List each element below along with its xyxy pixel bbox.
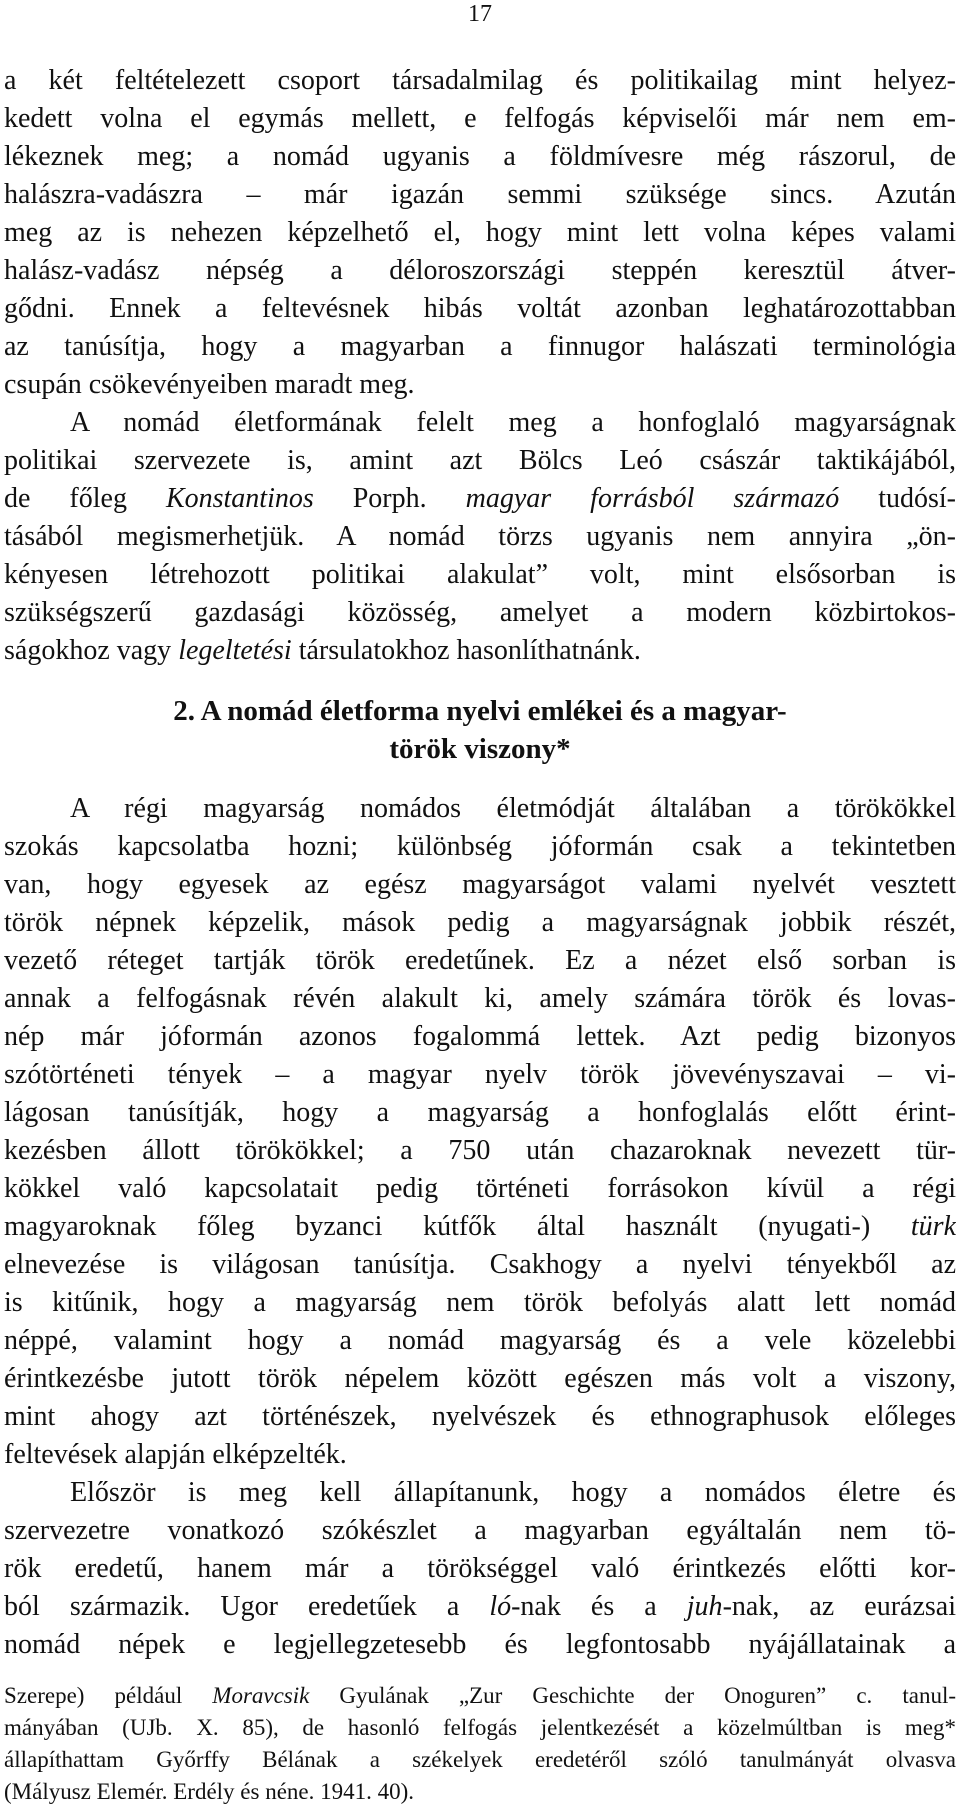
text-run: Gyulának „Zur Geschichte der Onoguren” c. tanul-: [309, 1683, 956, 1708]
text-run: de főleg: [4, 483, 166, 514]
text-line: halászra-vadászra – már igazán semmi szüksége sincs. Azután: [4, 179, 956, 210]
text-line: [4, 480, 956, 518]
text-line: [4, 632, 956, 670]
text-line: szótörténeti tények – a magyar nyelv török jövevényszavai – vi-: [4, 1059, 956, 1090]
text-run: ságokhoz vagy: [4, 635, 179, 666]
text-line: gődni. Ennek a feltevésnek hibás voltát azonban leghatározottabban: [4, 293, 956, 324]
text-run: társulatokhoz hasonlíthatnánk.: [291, 635, 641, 666]
italic-term: juh: [686, 1591, 723, 1622]
paragraph-3: [4, 790, 956, 1474]
text-line: érintkezésbe jutott török népelem között egészen más volt a viszony,: [4, 1363, 956, 1394]
heading-line: török viszony*: [389, 733, 571, 765]
text-line: lágosan tanúsítják, hogy a magyarság a honfoglalás előtt érint-: [4, 1097, 956, 1128]
footnote-line: (Mályusz Elemér. Erdély és néne. 1941. 40).: [4, 1779, 415, 1804]
text-line: lékeznek meg; a nomád ugyanis a földmívesre még rászorul, de: [4, 141, 956, 172]
paragraph-1: [4, 62, 956, 404]
text-run: -nak, az eurázsai: [722, 1591, 956, 1622]
text-run: -nak és a: [511, 1591, 687, 1622]
text-line: kényesen létrehozott politikai alakulat” volt, mint elsősorban is: [4, 559, 956, 590]
text-line: szokás kapcsolatba hozni; különbség jóformán csak a tekintetben: [4, 831, 956, 862]
section-heading: [0, 692, 960, 768]
text-line: kedett volna el egymás mellett, e felfogás képviselői már nem em-: [4, 103, 956, 134]
text-run: magyaroknak főleg byzanci kútfők által használt (nyugati-): [4, 1211, 911, 1242]
paragraph-4: [4, 1474, 956, 1664]
italic-term: ló: [489, 1591, 512, 1622]
text-line: tásából megismerhetjük. A nomád törzs ugyanis nem annyira „ön-: [4, 521, 956, 552]
text-line: meg az is nehezen képzelhető el, hogy mint lett volna képes valami: [4, 217, 956, 248]
text-line: nép már jóformán azonos fogalommá lettek. Azt pedig bizonyos: [4, 1021, 956, 1052]
footnote-line: mányában (UJb. X. 85), de hasonló felfogás jelentkezését a közelmúltban is meg*: [4, 1715, 956, 1740]
text-line: szervezetre vonatkozó szókészlet a magyarban egyáltalán nem tö-: [4, 1515, 956, 1546]
text-line: kökkel való kapcsolatait pedig történeti forrásokon kívül a régi: [4, 1173, 956, 1204]
text-line: mint ahogy azt történészek, nyelvészek és ethnographusok előleges: [4, 1401, 956, 1432]
text-run: Porph.: [313, 483, 466, 514]
text-line: [4, 1208, 956, 1246]
italic-term: legeltetési: [178, 635, 292, 666]
footnote-line: [4, 1680, 956, 1712]
text-line: az tanúsítja, hogy a magyarban a finnugor halászati terminológia: [4, 331, 956, 362]
text-line: [4, 1588, 956, 1626]
italic-term: Konstantinos: [165, 483, 314, 514]
text-line: szükségszerű gazdasági közösség, amelyet a modern közbirtokos-: [4, 597, 956, 628]
text-run: Szerepe) például: [4, 1683, 213, 1708]
text-line: van, hogy egyesek az egész magyarságot valami nyelvét vesztett: [4, 869, 956, 900]
text-line: csupán csökevényeiben maradt meg.: [4, 369, 415, 400]
heading-line: 2. A nomád életforma nyelvi emlékei és a magyar-: [173, 695, 787, 727]
italic-phrase: magyar forrásból származó: [465, 483, 840, 514]
text-line: rök eredetű, hanem már a törökséggel való érintkezés előtti kor-: [4, 1553, 956, 1584]
text-line: is kitűnik, hogy a magyarság nem török befolyás alatt lett nomád: [4, 1287, 956, 1318]
italic-name: Moravcsik: [212, 1683, 310, 1708]
italic-term: türk: [910, 1211, 956, 1242]
text-line: néppé, valamint hogy a nomád magyarság és a vele közelebbi: [4, 1325, 956, 1356]
text-line: politikai szervezete is, amint azt Bölcs Leó császár taktikájából,: [4, 445, 956, 476]
footnote-line: állapíthattam Győrffy Bélának a székelyek eredetéről szóló tanulmányát olvasva: [4, 1747, 956, 1772]
text-run: ból származik. Ugor eredetűek a: [4, 1591, 490, 1622]
text-line: annak a felfogásnak révén alakult ki, amely számára török és lovas-: [4, 983, 956, 1014]
text-line: elnevezése is világosan tanúsítja. Csakhogy a nyelvi tényekből az: [4, 1249, 956, 1280]
text-line: halász-vadász népség a déloroszországi steppén keresztül átver-: [4, 255, 956, 286]
text-line: A nomád életformának felelt meg a honfoglaló magyarságnak: [70, 407, 956, 438]
page-number: 17: [468, 1, 492, 27]
text-line: török népnek képzelik, mások pedig a magyarságnak jobbik részét,: [4, 907, 956, 938]
text-line: A régi magyarság nomádos életmódját általában a törökökkel: [70, 793, 956, 824]
text-line: nomád népek e legjellegzetesebb és legfontosabb nyájállatainak a: [4, 1629, 956, 1660]
text-line: a két feltételezett csoport társadalmilag és politikailag mint helyez-: [4, 65, 956, 96]
text-line: kezésben állott törökökkel; a 750 után chazaroknak nevezett tür-: [4, 1135, 956, 1166]
text-line: vezető réteget tartják török eredetűnek. Ez a nézet első sorban is: [4, 945, 956, 976]
paragraph-2: [4, 404, 956, 670]
text-run: tudósí-: [839, 483, 956, 514]
text-line: feltevések alapján elképzelték.: [4, 1439, 347, 1470]
footnote: [4, 1680, 956, 1808]
text-line: Először is meg kell állapítanunk, hogy a nomádos életre és: [70, 1477, 956, 1508]
